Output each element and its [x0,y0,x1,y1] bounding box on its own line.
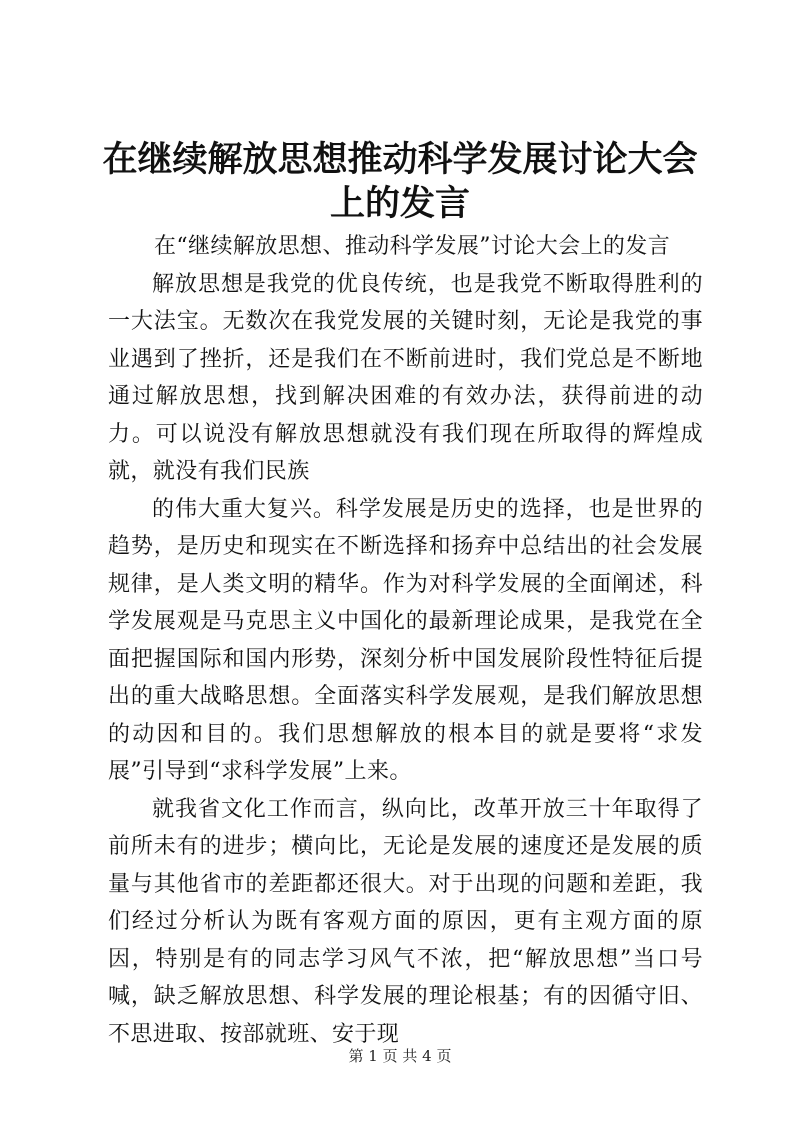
paragraph-1: 解放思想是我党的优良传统，也是我党不断取得胜利的一大法宝。无数次在我党发展的关键时刻，无论是我党的事业遇到了挫折，还是我们在不断前进时，我们党总是不断地通过解放思想，找到解决困难的有效办法，获得前进的动力。可以说没有解放思想就没有我们现在所取得的辉煌成就，就没有我们民族 [108,271,703,484]
document-body [108,228,703,1053]
paragraph-2: 的伟大重大复兴。科学发展是历史的选择，也是世界的趋势，是历史和现实在不断选择和扬弃中总结出的社会发展规律，是人类文明的精华。作为对科学发展的全面阐述，科学发展观是马克思主义中国化的最新理论成果，是我党在全面把握国际和国内形势，深刻分析中国发展阶段性特征后提出的重大战略思想。全面落实科学发展观，是我们解放思想的动因和目的。我们思想解放的根本目的就是要将“求发展”引导到“求科学发展”上来。 [108,496,703,784]
page-footer: 第 1 页 共 4 页 [348,1047,452,1065]
document-title: 在继续解放思想推动科学发展讨论大会上的发言 [102,139,698,224]
paragraph-subtitle: 在“继续解放思想、推动科学发展”讨论大会上的发言 [154,234,671,259]
paragraph-3: 就我省文化工作而言，纵向比，改革开放三十年取得了前所未有的进步；横向比，无论是发展的速度还是发展的质量与其他省市的差距都还很大。对于出现的问题和差距，我们经过分析认为既有客观方面的原因，更有主观方面的原因，特别是有的同志学习风气不浓，把“解放思想”当口号喊，缺乏解放思想、科学发展的理论根基；有的因循守旧、不思进取、按部就班、安于现 [108,796,703,1047]
